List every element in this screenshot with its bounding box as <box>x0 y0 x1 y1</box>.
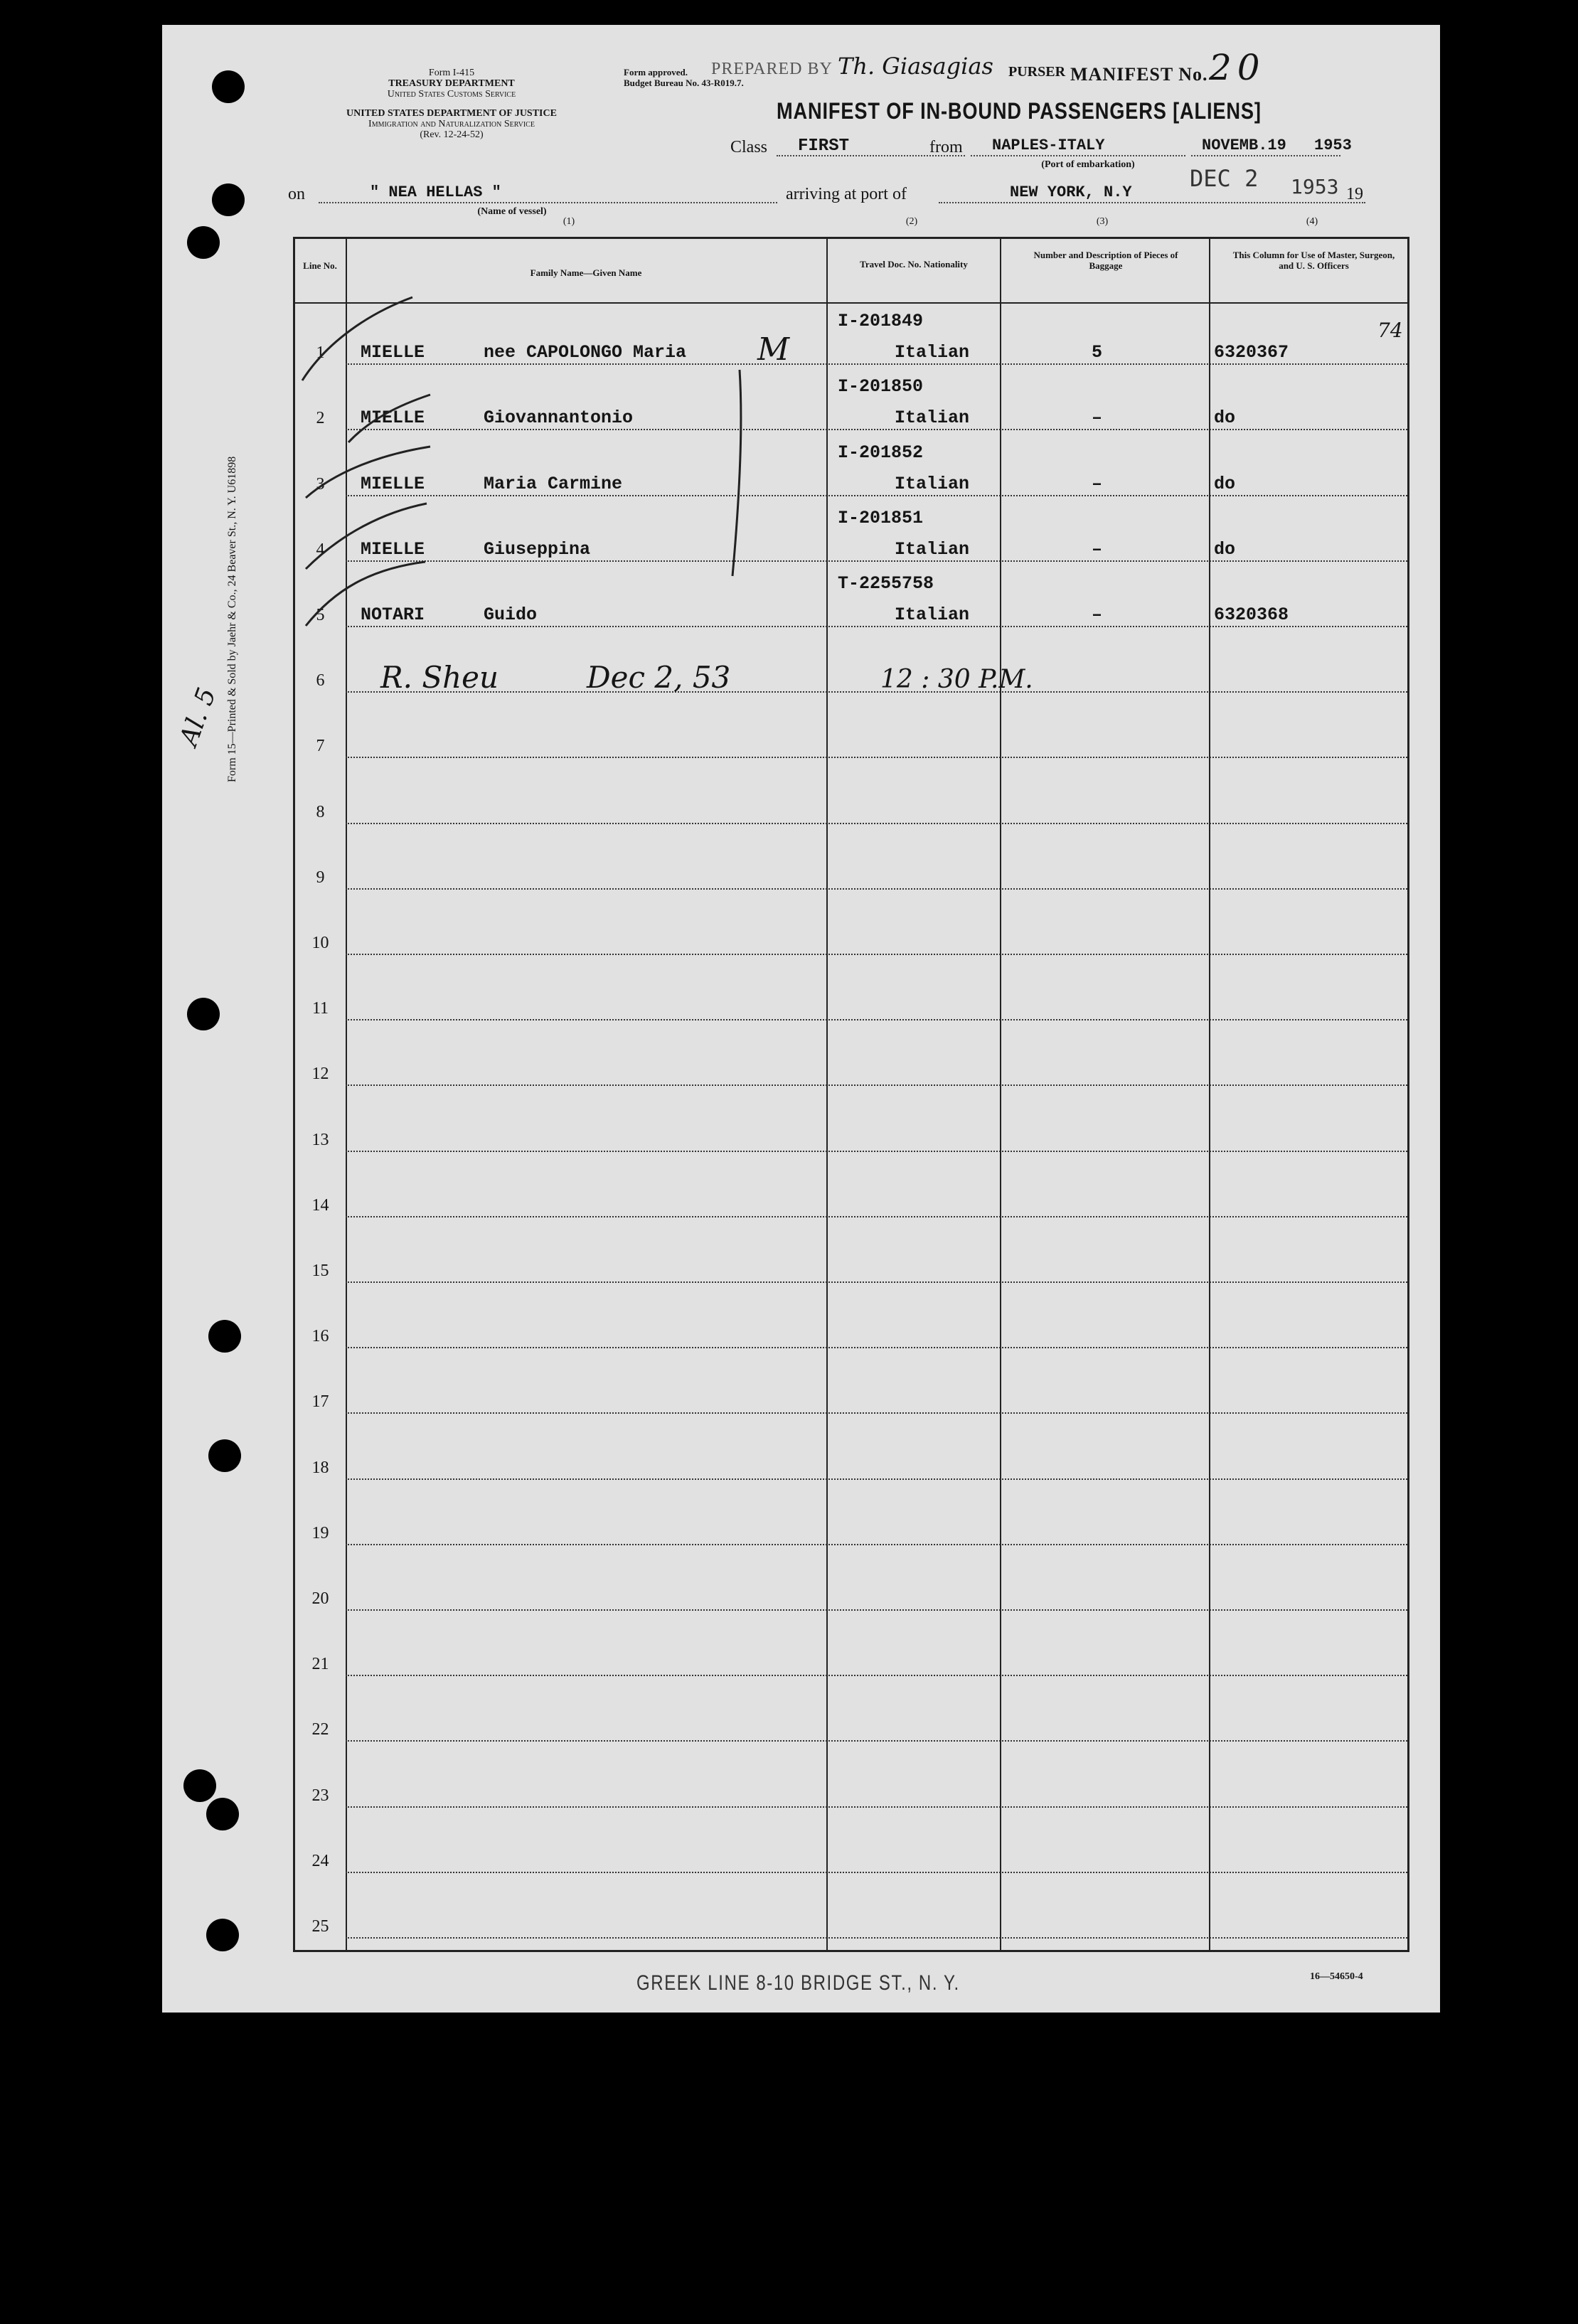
row-number: 1 <box>316 343 325 363</box>
arrival-stamp-year: 1953 <box>1291 175 1339 198</box>
justice-dept: UNITED STATES DEPARTMENT OF JUSTICE <box>346 108 557 119</box>
tick-mark <box>302 297 412 380</box>
col-index-4: (4) <box>1306 216 1318 227</box>
row-number: 9 <box>316 868 325 887</box>
travel-doc-cell: I-201852 <box>838 442 924 463</box>
margin-note: Al. 5 <box>174 683 223 750</box>
bracket-line <box>732 370 741 576</box>
row-number: 11 <box>311 999 329 1018</box>
col-header-line: Line No. <box>303 260 337 271</box>
departure-date: NOVEMB.19 <box>1202 137 1286 154</box>
printer-side-text: Form 15—Printed & Sold by Jaehr & Co., 24 Beaver St., N. Y. U61898 <box>226 456 238 782</box>
officer-use-cell: do <box>1214 473 1236 494</box>
col-header-baggage: Number and Description of Pieces of Baggage <box>1033 250 1178 271</box>
row-number: 7 <box>316 737 325 756</box>
row-number: 8 <box>316 802 325 821</box>
family-name-cell: MIELLE <box>361 473 425 494</box>
ins-service: Immigration and Naturalization Service <box>368 119 535 129</box>
arriving-label: arriving at port of <box>786 185 907 203</box>
col-index-3: (3) <box>1096 216 1109 227</box>
row-number: 19 <box>311 1523 329 1542</box>
manifest-no-label: MANIFEST No. <box>1070 64 1208 85</box>
row-number: 12 <box>311 1065 329 1084</box>
year-prefix: 19 <box>1346 185 1363 203</box>
arrival-stamp: DEC 2 <box>1190 165 1259 192</box>
row-number: 16 <box>311 1327 329 1346</box>
officer-use-cell: 6320367 <box>1214 342 1289 363</box>
row-number: 10 <box>311 934 329 952</box>
given-name-cell: Guido <box>484 604 538 625</box>
nationality-cell: Italian <box>895 342 970 363</box>
given-name-cell: nee CAPOLONGO Maria <box>484 342 687 363</box>
prepared-by-signature: Th. Giasagias <box>838 53 993 80</box>
row-number: 21 <box>311 1655 329 1674</box>
row-number: 22 <box>311 1720 329 1739</box>
arrival-port: NEW YORK, N.Y <box>1010 183 1132 201</box>
prepared-by-label: PREPARED BY <box>711 60 833 78</box>
baggage-cell: – <box>1092 407 1103 429</box>
tick-mark <box>306 562 425 626</box>
row1-margin-note: 74 <box>1377 319 1403 342</box>
row6-time: 12 : 30 P.M. <box>880 665 1033 694</box>
vessel-caption: (Name of vessel) <box>477 206 547 217</box>
row-number: 17 <box>311 1392 329 1412</box>
row-number: 25 <box>311 1917 329 1936</box>
row-number: 5 <box>316 606 325 624</box>
given-name-cell: Maria Carmine <box>484 473 623 494</box>
baggage-cell: – <box>1092 538 1103 560</box>
baggage-cell: – <box>1092 604 1103 625</box>
tick-mark <box>348 395 430 442</box>
row-number: 23 <box>311 1786 329 1805</box>
vessel-name: " NEA HELLAS " <box>370 183 501 201</box>
class-value: FIRST <box>798 137 850 156</box>
col-header-name: Family Name—Given Name <box>530 267 642 278</box>
row6-signature: R. Sheu <box>380 660 499 695</box>
row-number: 4 <box>316 540 325 559</box>
row-number: 15 <box>311 1262 329 1280</box>
manifest-title: MANIFEST OF IN-BOUND PASSENGERS [ALIENS] <box>777 98 1262 124</box>
footer-printer-code: 16—54650-4 <box>1310 1971 1363 1982</box>
travel-doc-cell: I-201851 <box>838 507 924 528</box>
travel-doc-cell: I-201849 <box>838 311 924 332</box>
officer-use-cell: 6320368 <box>1214 604 1289 625</box>
row-number: 2 <box>316 409 325 428</box>
purser-label: PURSER <box>1008 64 1066 80</box>
departure-year: 1953 <box>1314 137 1352 154</box>
col-header-travel-doc: Travel Doc. No. Nationality <box>860 259 968 270</box>
family-name-cell: NOTARI <box>361 604 425 625</box>
customs-service: United States Customs Service <box>387 89 516 100</box>
form-approved: Form approved. <box>624 67 688 78</box>
travel-doc-cell: I-201850 <box>838 376 924 398</box>
nationality-cell: Italian <box>895 473 970 494</box>
budget-bureau: Budget Bureau No. 43-R019.7. <box>624 78 744 88</box>
tick-mark <box>306 447 430 498</box>
baggage-cell: – <box>1092 473 1103 494</box>
on-label: on <box>288 185 305 203</box>
col-index-1: (1) <box>563 216 575 227</box>
row1-initial: M <box>757 331 790 368</box>
treasury-dept: TREASURY DEPARTMENT <box>388 78 515 89</box>
form-number: Form I-415 <box>428 68 475 78</box>
travel-doc-cell: T-2255758 <box>838 573 934 594</box>
from-value: NAPLES-ITALY <box>992 137 1105 154</box>
row-number: 14 <box>311 1195 329 1215</box>
family-name-cell: MIELLE <box>361 407 425 429</box>
row-number: 20 <box>311 1589 329 1608</box>
footer-address: GREEK LINE 8-10 BRIDGE ST., N. Y. <box>636 1971 960 1995</box>
nationality-cell: Italian <box>895 604 970 625</box>
given-name-cell: Giuseppina <box>484 538 591 560</box>
family-name-cell: MIELLE <box>361 538 425 560</box>
col-index-2: (2) <box>905 216 918 227</box>
row-number: 6 <box>316 671 325 691</box>
col-header-officers: This Column for Use of Master, Surgeon, and U. S. Officers <box>1232 250 1395 271</box>
row6-date: Dec 2, 53 <box>587 660 731 695</box>
family-name-cell: MIELLE <box>361 342 425 363</box>
row-number: 3 <box>316 474 325 494</box>
officer-use-cell: do <box>1214 538 1236 560</box>
nationality-cell: Italian <box>895 407 970 429</box>
from-label: from <box>929 138 963 156</box>
class-label: Class <box>730 138 768 156</box>
nationality-cell: Italian <box>895 538 970 560</box>
revision: (Rev. 12-24-52) <box>420 129 484 140</box>
port-embarkation-caption: (Port of embarkation) <box>1041 159 1135 170</box>
tick-mark <box>306 503 427 569</box>
given-name-cell: Giovannantonio <box>484 407 634 429</box>
manifest-no-value: 20 <box>1209 47 1266 88</box>
row-number: 13 <box>311 1130 329 1149</box>
row-number: 18 <box>311 1458 329 1477</box>
row-number: 24 <box>311 1851 329 1870</box>
officer-use-cell: do <box>1214 407 1236 429</box>
baggage-cell: 5 <box>1092 342 1103 363</box>
